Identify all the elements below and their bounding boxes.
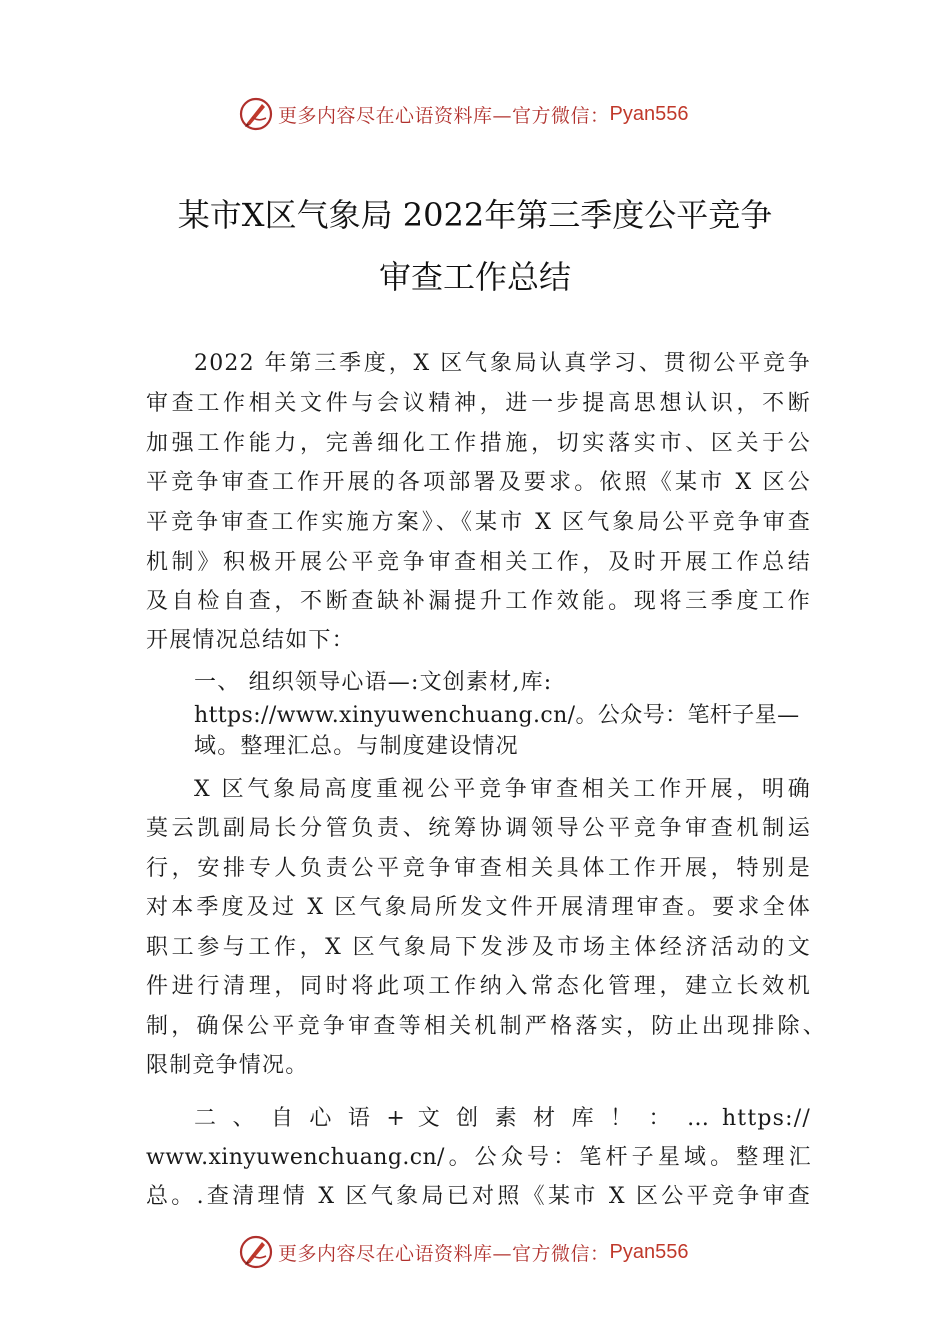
body-line: 加强工作能力，完善细化工作措施，切实落实市、区关于公 [146,431,811,456]
pen-logo-icon [238,96,274,132]
body-line: 总。.查清理情 X 区气象局已对照《某市 X 区公平竞争审查 [146,1184,811,1209]
banner-wechat-id: Pyan556 [609,102,689,125]
body-line: 机制》积极开展公平竞争审查相关工作，及时开展工作总结 [146,550,811,575]
body-line: X 区气象局高度重视公平竞争审查相关工作开展，明确 [194,777,811,802]
pen-logo-icon [238,1234,274,1270]
body-line: 开展情况总结如下： [146,628,355,653]
body-line: 审查工作相关文件与会议精神，进一步提高思想认识，不断 [146,391,811,416]
body-line: 平竞争审查工作开展的各项部署及要求。依照《某市 X 区公 [146,470,811,495]
banner-text: 更多内容尽在心语资料库—官方微信： [278,1242,610,1265]
body-line: 及自检自查，不断查缺补漏提升工作效能。现将三季度工作 [146,589,811,614]
section-heading-1-end: 域。整理汇总。与制度建设情况 [194,734,519,759]
body-line: 对本季度及过 X 区气象局所发文件开展清理审查。要求全体 [146,895,811,920]
body-line: www.xinyuwenchuang.cn/。公众号：笔杆子星域。整理汇 [146,1145,811,1170]
banner-text: 更多内容尽在心语资料库—官方微信： [278,104,610,127]
section-heading-1-url: https://www.xinyuwenchuang.cn/。公众号：笔杆子星— [194,703,800,728]
section-heading-2: 二 、 自 心 语 + 文 创 素 材 库 ！ ： … https:// [194,1106,811,1131]
section-heading-1: 一、 组织领导心语—:文创素材,库: [194,670,553,695]
body-line: 制，确保公平竞争审查等相关机制严格落实，防止出现排除、 [146,1014,826,1039]
body-line: 莫云凯副局长分管负责、统筹协调领导公平竞争审查机制运 [146,816,811,841]
body-line: 平竞争审查工作实施方案》、《某市 X 区气象局公平竞争审查 [146,510,811,535]
body-line: 限制竞争情况。 [146,1053,309,1078]
banner-wechat-id: Pyan556 [609,1240,689,1263]
body-line: 件进行清理，同时将此项工作纳入常态化管理，建立长效机 [146,974,811,999]
body-line: 行，安排专人负责公平竞争审查相关具体工作开展，特别是 [146,856,811,881]
watermark-banner-bottom [238,1232,738,1272]
page-title-line-2: 审查工作总结 [378,258,571,296]
body-line: 职工参与工作，X 区气象局下发涉及市场主体经济活动的文 [146,935,811,960]
body-line: 2022 年第三季度，X 区气象局认真学习、贯彻公平竞争 [194,351,811,376]
page-title-line-1: 某市X区气象局 2022年第三季度公平竞争 [177,196,773,234]
watermark-banner-top [238,94,738,134]
